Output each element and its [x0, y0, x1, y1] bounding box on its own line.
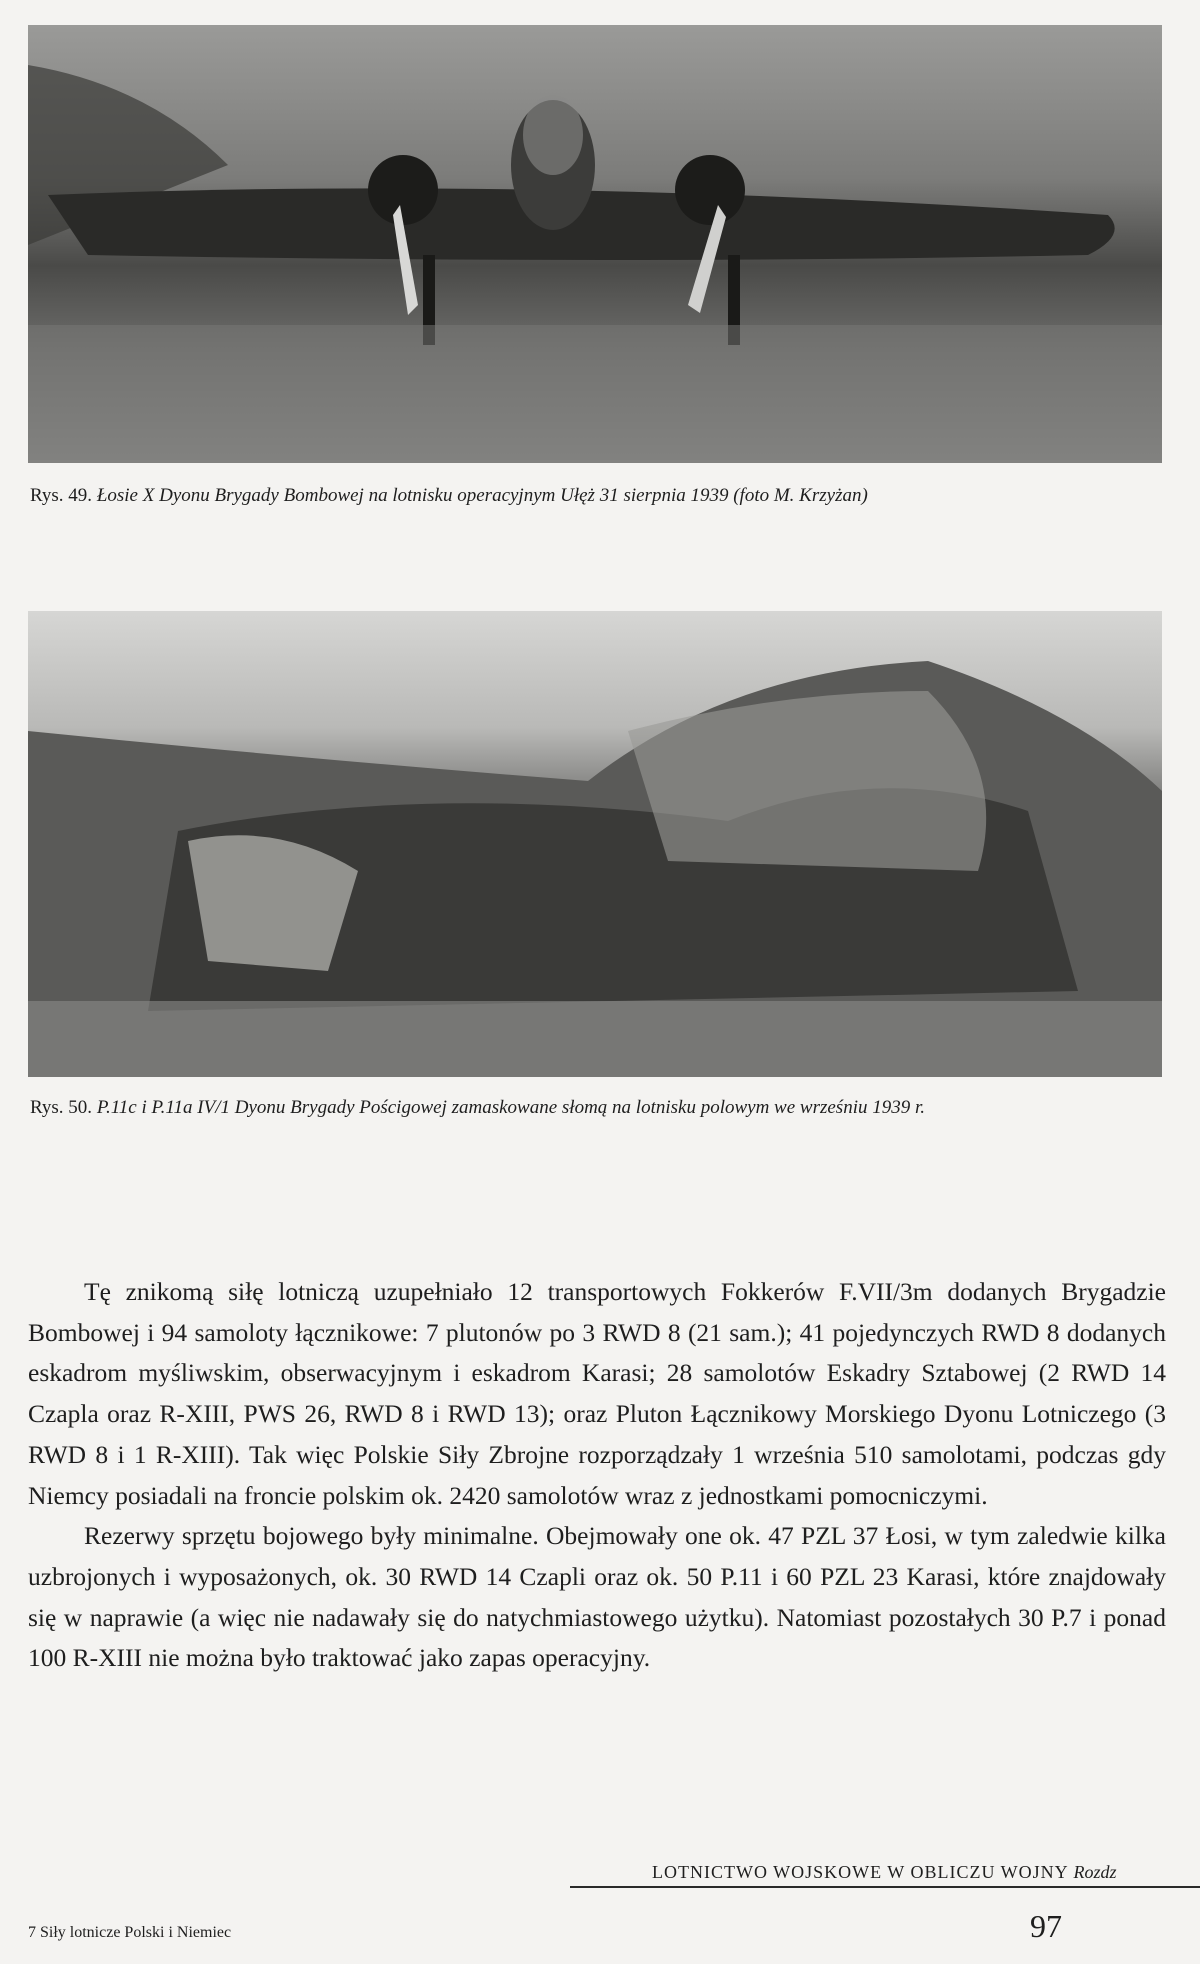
- paragraph: Rezerwy sprzętu bojowego były minimalne. Obejmowały one ok. 47 PZL 37 Łosi, w tym zaledwie kilka uzbrojonych i wyposażonych, ok. 30 RWD 14 Czapli oraz ok. 50 P.11 i 60 PZL 23 Karasi, które znajdowały się w naprawie (a więc nie nadawały się do natychmiastowego użytku). Natomiast pozostałych 30 P.7 i ponad 100 R-XIII nie można było traktować jako zapas operacyjny.: [28, 1521, 1166, 1673]
- running-header-title: LOTNICTWO WOJSKOWE W OBLICZU WOJNY: [652, 1862, 1068, 1882]
- page-number: 97: [1030, 1908, 1062, 1944]
- figure-caption-50: [30, 1092, 1165, 1124]
- body-text: [28, 1272, 1166, 1679]
- figure-label: Rys. 50.: [30, 1097, 93, 1118]
- figure-caption-text: P.11c i P.11a IV/1 Dyonu Brygady Pościgowej zamaskowane słomą na lotnisku polowym we wrześniu 1939 r.: [96, 1097, 926, 1118]
- running-header: [652, 1862, 1116, 1883]
- figure-caption-49: [30, 480, 1165, 512]
- figure-label: Rys. 49.: [30, 485, 93, 506]
- photo-p11-camouflaged: [28, 611, 1162, 1077]
- photo-los-bomber: [28, 25, 1162, 463]
- figure-caption-text: Łosie X Dyonu Brygady Bombowej na lotnisku operacyjnym Ułęż 31 sierpnia 1939 (foto M. Krzyżan): [96, 485, 868, 506]
- paragraph: Tę znikomą siłę lotniczą uzupełniało 12 transportowych Fokkerów F.VII/3m dodanych Brygadzie Bombowej i 94 samoloty łącznikowe: 7 plutonów po 3 RWD 8 (21 sam.); 41 pojedynczych RWD 8 dodanych eskadrom myśliwskim, obserwacyjnym i eskadrom Karasi; 28 samolotów Eskadry Sztabowej (2 RWD 14 Czapla oraz R-XIII, PWS 26, RWD 8 i RWD 13); oraz Pluton Łącznikowy Morskiego Dyonu Lotniczego (3 RWD 8 i 1 R-XIII). Tak więc Polskie Siły Zbrojne rozporządzały 1 września 510 samolotami, podczas gdy Niemcy posiadali na froncie polskim ok. 2420 samolotów wraz z jednostkami pomocniczymi.: [28, 1277, 1166, 1510]
- running-header-suffix: Rozdz: [1073, 1862, 1117, 1882]
- header-rule: [570, 1886, 1200, 1888]
- aircraft-illustration: [28, 25, 1162, 463]
- camouflaged-aircraft-illustration: [28, 611, 1162, 1077]
- sheet-signature: 7 Siły lotnicze Polski i Niemiec: [28, 1924, 232, 1941]
